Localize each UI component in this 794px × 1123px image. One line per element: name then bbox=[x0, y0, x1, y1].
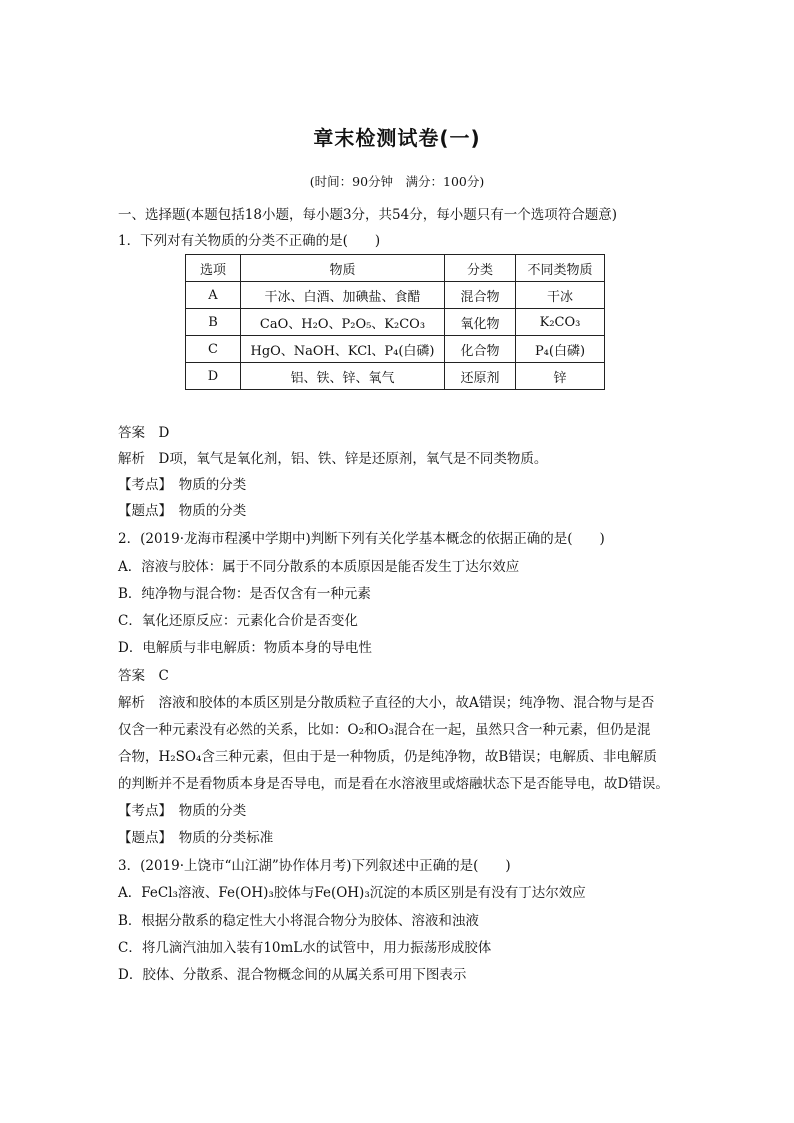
table-cell: A bbox=[186, 282, 241, 309]
q3-option-d: D．胶体、分散系、混合物概念间的从属关系可用下图表示 bbox=[118, 967, 467, 983]
q1-stem: 1．下列对有关物质的分类不正确的是( ) bbox=[118, 233, 381, 249]
q2-tidian: 【题点】 物质的分类标准 bbox=[118, 830, 274, 846]
q2-analysis-line: 仅含一种元素没有必然的关系，比如：O₂和O₃混合在一起，虽然只含一种元素，但仍是混 bbox=[118, 722, 651, 738]
table-header-row bbox=[186, 255, 605, 282]
section-heading: 一、选择题(本题包括18小题，每小题3分，共54分，每小题只有一个选项符合题意) bbox=[118, 207, 617, 223]
table-cell: D bbox=[186, 363, 241, 390]
q2-stem: 2．(2019·龙海市程溪中学期中)判断下列有关化学基本概念的依据正确的是( ) bbox=[118, 531, 605, 547]
table-header: 物质 bbox=[241, 255, 445, 282]
table-cell: 混合物 bbox=[445, 282, 516, 309]
q2-option-d: D．电解质与非电解质：物质本身的导电性 bbox=[118, 640, 372, 656]
q2-answer: 答案 C bbox=[118, 668, 169, 684]
table-cell: 还原剂 bbox=[445, 363, 516, 390]
table-row bbox=[186, 282, 605, 309]
q1-kaodian: 【考点】 物质的分类 bbox=[118, 477, 247, 493]
table-row bbox=[186, 363, 605, 390]
q2-analysis-line: 合物，H₂SO₄含三种元素，但由于是一种物质，仍是纯净物，故B错误；电解质、非电解质 bbox=[118, 749, 657, 765]
q2-analysis-line: 解析 溶液和胶体的本质区别是分散质粒子直径的大小，故A错误；纯净物、混合物与是否 bbox=[118, 695, 655, 711]
table-header: 分类 bbox=[445, 255, 516, 282]
q1-analysis: 解析 D项，氧气是氧化剂，铝、铁、锌是还原剂，氧气是不同类物质。 bbox=[118, 451, 548, 467]
table-cell: 氧化物 bbox=[445, 309, 516, 336]
table-cell: K₂CO₃ bbox=[516, 309, 605, 336]
table-cell: P₄(白磷) bbox=[516, 336, 605, 363]
q3-option-b: B．根据分散系的稳定性大小将混合物分为胶体、溶液和浊液 bbox=[118, 913, 479, 929]
table-cell: 化合物 bbox=[445, 336, 516, 363]
q1-table bbox=[185, 254, 605, 390]
q2-option-c: C．氧化还原反应：元素化合价是否变化 bbox=[118, 613, 358, 629]
table-cell: C bbox=[186, 336, 241, 363]
q1-answer: 答案 D bbox=[118, 425, 170, 441]
q2-option-a: A．溶液与胶体：属于不同分散系的本质原因是能否发生丁达尔效应 bbox=[118, 559, 520, 575]
q2-kaodian: 【考点】 物质的分类 bbox=[118, 803, 247, 819]
table-cell: CaO、H₂O、P₂O₅、K₂CO₃ bbox=[241, 309, 445, 336]
q1-tidian: 【题点】 物质的分类 bbox=[118, 503, 247, 519]
table-row bbox=[186, 336, 605, 363]
q3-option-c: C．将几滴汽油加入装有10mL水的试管中，用力振荡形成胶体 bbox=[118, 940, 492, 956]
page-title: 章末检测试卷(一) bbox=[313, 126, 481, 150]
table-cell: 干冰、白酒、加碘盐、食醋 bbox=[241, 282, 445, 309]
table-header: 选项 bbox=[186, 255, 241, 282]
table-cell: 干冰 bbox=[516, 282, 605, 309]
q3-stem: 3．(2019·上饶市“山江湖”协作体月考)下列叙述中正确的是( ) bbox=[118, 858, 511, 874]
table-cell: HgO、NaOH、KCl、P₄(白磷) bbox=[241, 336, 445, 363]
q3-option-a: A．FeCl₃溶液、Fe(OH)₃胶体与Fe(OH)₃沉淀的本质区别是有没有丁达尔效应 bbox=[118, 885, 586, 901]
table-cell: 铝、铁、锌、氧气 bbox=[241, 363, 445, 390]
table-cell: B bbox=[186, 309, 241, 336]
q2-option-b: B．纯净物与混合物：是否仅含有一种元素 bbox=[118, 586, 371, 602]
q2-analysis-line: 的判断并不是看物质本身是否导电，而是看在水溶液里或熔融状态下是否能导电，故D错误。 bbox=[118, 776, 669, 792]
table-cell: 锌 bbox=[516, 363, 605, 390]
table-header: 不同类物质 bbox=[516, 255, 605, 282]
table-row bbox=[186, 309, 605, 336]
exam-time-score: (时间：90分钟 满分：100分) bbox=[309, 174, 485, 189]
